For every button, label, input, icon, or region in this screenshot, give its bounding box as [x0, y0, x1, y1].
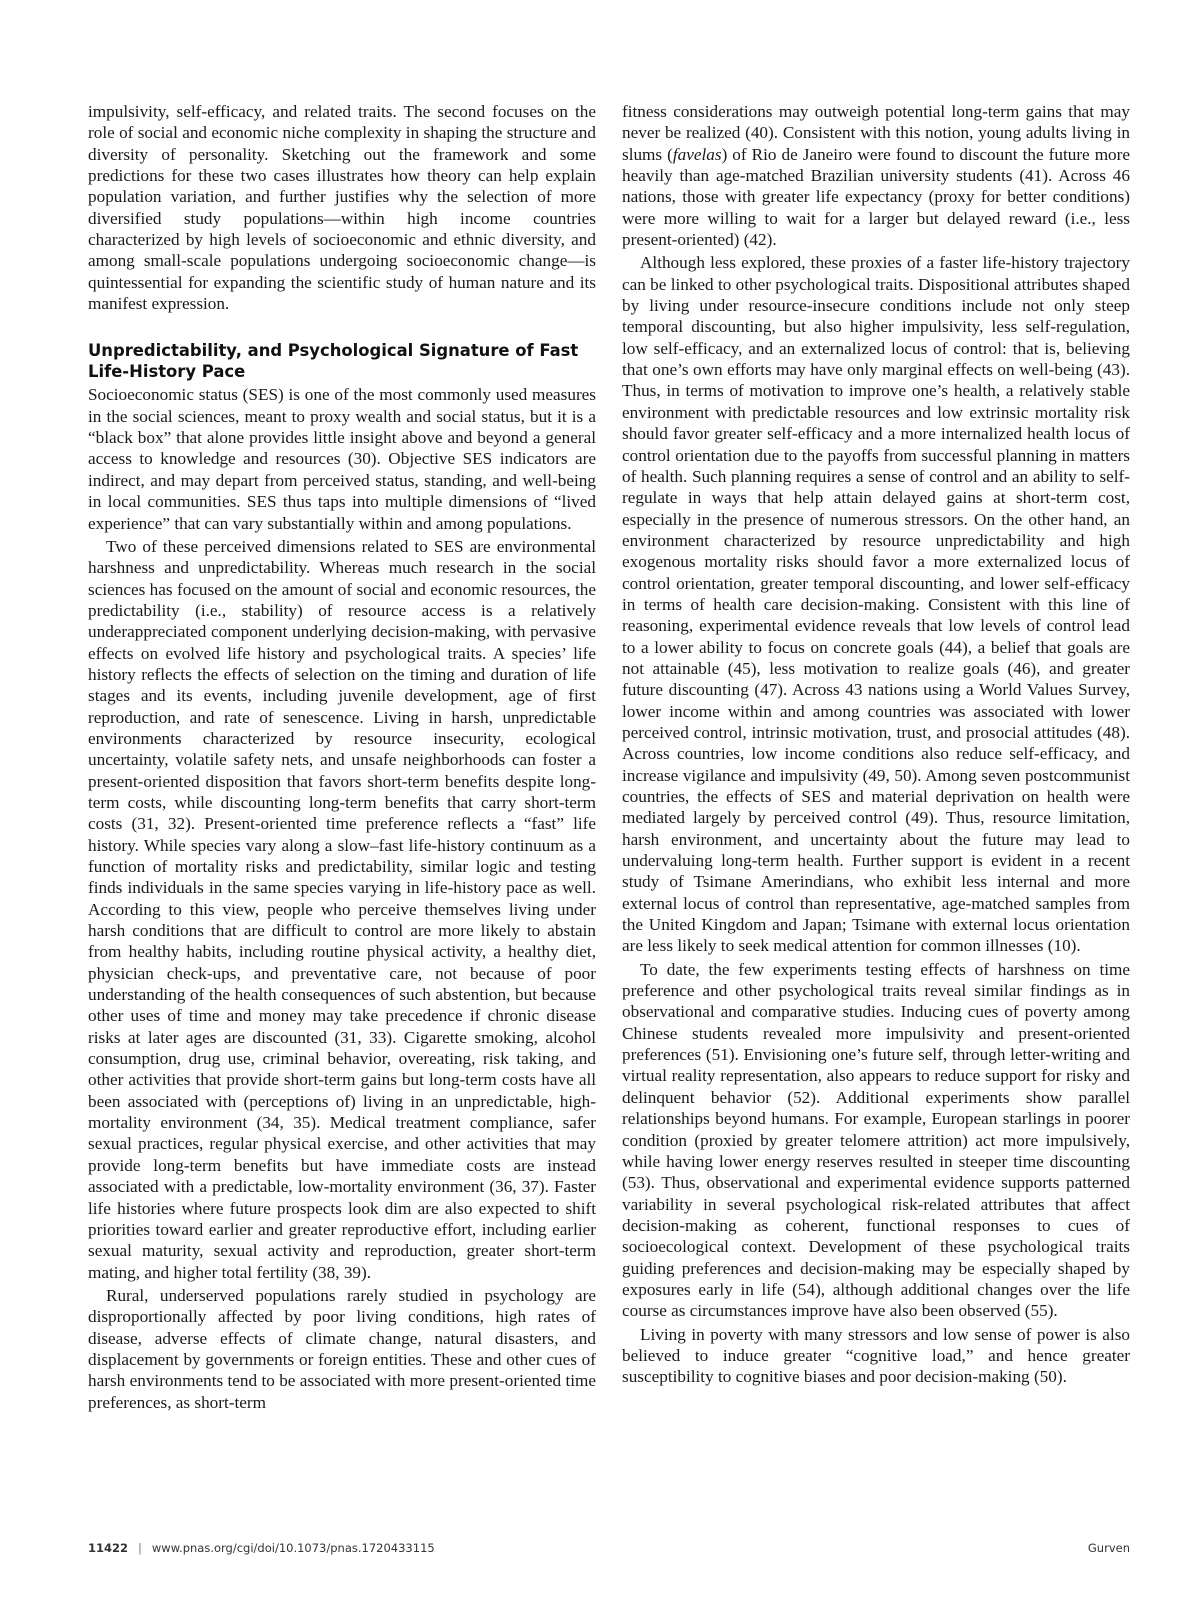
doi-link[interactable]: www.pnas.org/cgi/doi/10.1073/pnas.1720433115 [151, 1541, 435, 1555]
left-column [88, 101, 596, 1413]
running-author: Gurven [1087, 1541, 1130, 1555]
page-footer [88, 1541, 1130, 1557]
left-paragraph-2: Socioeconomic status (SES) is one of the most commonly used measures in the social sciences, meant to proxy wealth and social status, but it is a “black box” that alone provides little insight above and beyond a general access to knowledge and resources (30). Objective SES indicators are indirect, and may depart from perceived status, standing, and well-being in local communities. SES thus taps into multiple dimensions of “lived experience” that can vary substantially within and among populations. [88, 385, 596, 533]
footer-separator: | [138, 1541, 142, 1555]
page-number: 11422 [88, 1541, 129, 1555]
right-paragraph-2: Although less explored, these proxies of a faster life-history trajectory can be linked to other psychological traits. Dispositional attributes shaped by living under resource-insecure conditions include not only steep temporal discounting, but also higher impulsivity, less self-regulation, low self-efficacy, and an externalized locus of control: that is, believing that one’s own efforts may have only marginal effects on well-being (43). Thus, in terms of motivation to improve one’s health, a relatively stable environment with predictable resources and low extrinsic mortality risk should favor greater self-efficacy and a more internalized health locus of control orientation due to the payoffs from successful planning in matters of health. Such planning requires a sense of control and an ability to self-regulate in ways that help attain delayed gains at short-term cost, especially in the presence of numerous stressors. On the other hand, an environment characterized by resource unpredictability and high exogenous mortality risks should favor a more externalized locus of control orientation, greater temporal discounting, and lower self-efficacy in terms of health care decision-making. Consistent with this line of reasoning, experimental evidence reveals that low levels of control lead to a lower ability to focus on concrete goals (44), a belief that goals are not attainable (45), less motivation to realize goals (46), and greater future discounting (47). Across 43 nations using a World Values Survey, lower income within and among countries was associated with lower perceived control, intrinsic motivation, trust, and prosocial attitudes (48). Across countries, low income conditions also reduce self-efficacy, and increase vigilance and impulsivity (49, 50). Among seven postcommunist countries, the effects of SES and material deprivation on health were mediated largely by perceived control (49). Thus, resource limitation, harsh environment, and uncertainty about the future may lead to undervaluing long-term health. Further support is evident in a recent study of Tsimane Amerindians, who exhibit less internal and more external locus of control than representative, age-matched samples from the United Kingdom and Japan; Tsimane with external locus orientation are less likely to seek medical attention for common illnesses (10). [622, 253, 1130, 956]
right-column [622, 101, 1130, 1388]
left-paragraph-4: Rural, underserved populations rarely studied in psychology are disproportionally affected by poor living conditions, high rates of disease, adverse effects of climate change, natural disasters, and displacement by governments or foreign entities. These and other cues of harsh environments tend to be associated with more present-oriented time preferences, as short-term [88, 1285, 596, 1412]
section-heading: Unpredictability, and Psychological Signature of Fast Life-History Pace [88, 341, 579, 382]
right-paragraph-1-part-b: ) of Rio de Janeiro were found to discount the future more heavily than age-matched Brazilian university students (41). Across 46 nations, those with greater life expectancy (proxy for better conditions) were more willing to wait for a larger but delayed reward (i.e., less present-oriented) (42). [622, 144, 1131, 250]
right-paragraph-4: Living in poverty with many stressors and low sense of power is also believed to induce greater “cognitive load,” and hence greater susceptibility to cognitive biases and poor decision-making (50). [622, 1324, 1130, 1387]
right-paragraph-1 [622, 101, 1130, 250]
italic-term-favelas: favelas [672, 144, 722, 164]
left-paragraph-3: Two of these perceived dimensions related to SES are environmental harshness and unpredictability. Whereas much research in the social sciences has focused on the amount of social and economic resources, the predictability (i.e., stability) of resource access is a relatively underappreciated component underlying decision-making, with pervasive effects on evolved life history and psychological traits. A species’ life history reflects the effects of selection on the timing and duration of life stages and its events, including juvenile development, age of first reproduction, and rate of senescence. Living in harsh, unpredictable environments characterized by resource insecurity, ecological uncertainty, volatile safety nets, and unsafe neighborhoods can foster a present-oriented disposition that favors short-term benefits despite long-term costs, while discounting long-term benefits that carry short-term costs (31, 32). Present-oriented time preference reflects a “fast” life history. While species vary along a slow–fast life-history continuum as a function of mortality risks and predictability, similar logic and testing finds individuals in the same species varying in life-history pace as well. According to this view, people who perceive themselves living under harsh conditions that are difficult to control are more likely to abstain from healthy habits, including routine physical activity, a healthy diet, physician check-ups, and preventative care, not because of poor understanding of the health consequences of such abstention, but because other uses of time and money may take precedence if chronic disease risks at later ages are discounted (31, 33). Cigarette smoking, alcohol consumption, drug use, criminal behavior, overeating, risk taking, and other activities that provide short-term gains but long-term costs have all been associated with (perceptions of) living in an unpredictable, high-mortality environment (34, 35). Medical treatment compliance, safer sexual practices, regular physical exercise, and other activities that may provide long-term benefits but have immediate costs are instead associated with a predictable, low-mortality environment (36, 37). Faster life histories where future prospects look dim are also expected to shift priorities toward earlier and greater reproductive effort, including earlier sexual maturity, sexual activity and reproduction, greater short-term mating, and higher total fertility (38, 39). [88, 536, 596, 1282]
left-paragraph-1: impulsivity, self-efficacy, and related traits. The second focuses on the role of social and economic niche complexity in shaping the structure and diversity of personality. Sketching out the framework and some predictions for these two cases illustrates how theory can help explain population variation, and further justifies why the selection of more diversified study populations—within high income countries characterized by high levels of socioeconomic and ethnic diversity, and among small-scale populations undergoing socioeconomic change—is quintessential for expanding the scientific study of human nature and its manifest expression. [88, 102, 596, 314]
right-paragraph-1-part-a: fitness considerations may outweigh potential long-term gains that may never be realized (40). Consistent with this notion, young adults living in slums ( [622, 102, 1130, 164]
right-paragraph-3: To date, the few experiments testing effects of harshness on time preference and other psychological traits reveal similar findings as in observational and comparative studies. Inducing cues of poverty among Chinese students revealed more impulsivity and present-oriented preferences (51). Envisioning one’s future self, through letter-writing and virtual reality representation, also appears to reduce support for risky and delinquent behavior (52). Additional experiments show parallel relationships beyond humans. For example, European starlings in poorer condition (proxied by greater telomere attrition) act more impulsively, while having lower energy reserves resulted in steeper time discounting (53). Thus, observational and experimental evidence supports patterned variability in several psychological risk-related attributes that affect decision-making as coherent, functional responses to cues of socioecological context. Development of these psychological traits guiding preferences and decision-making may be especially shaped by exposures early in life (54), although additional changes over the life course as circumstances improve have also been observed (55). [622, 959, 1130, 1321]
